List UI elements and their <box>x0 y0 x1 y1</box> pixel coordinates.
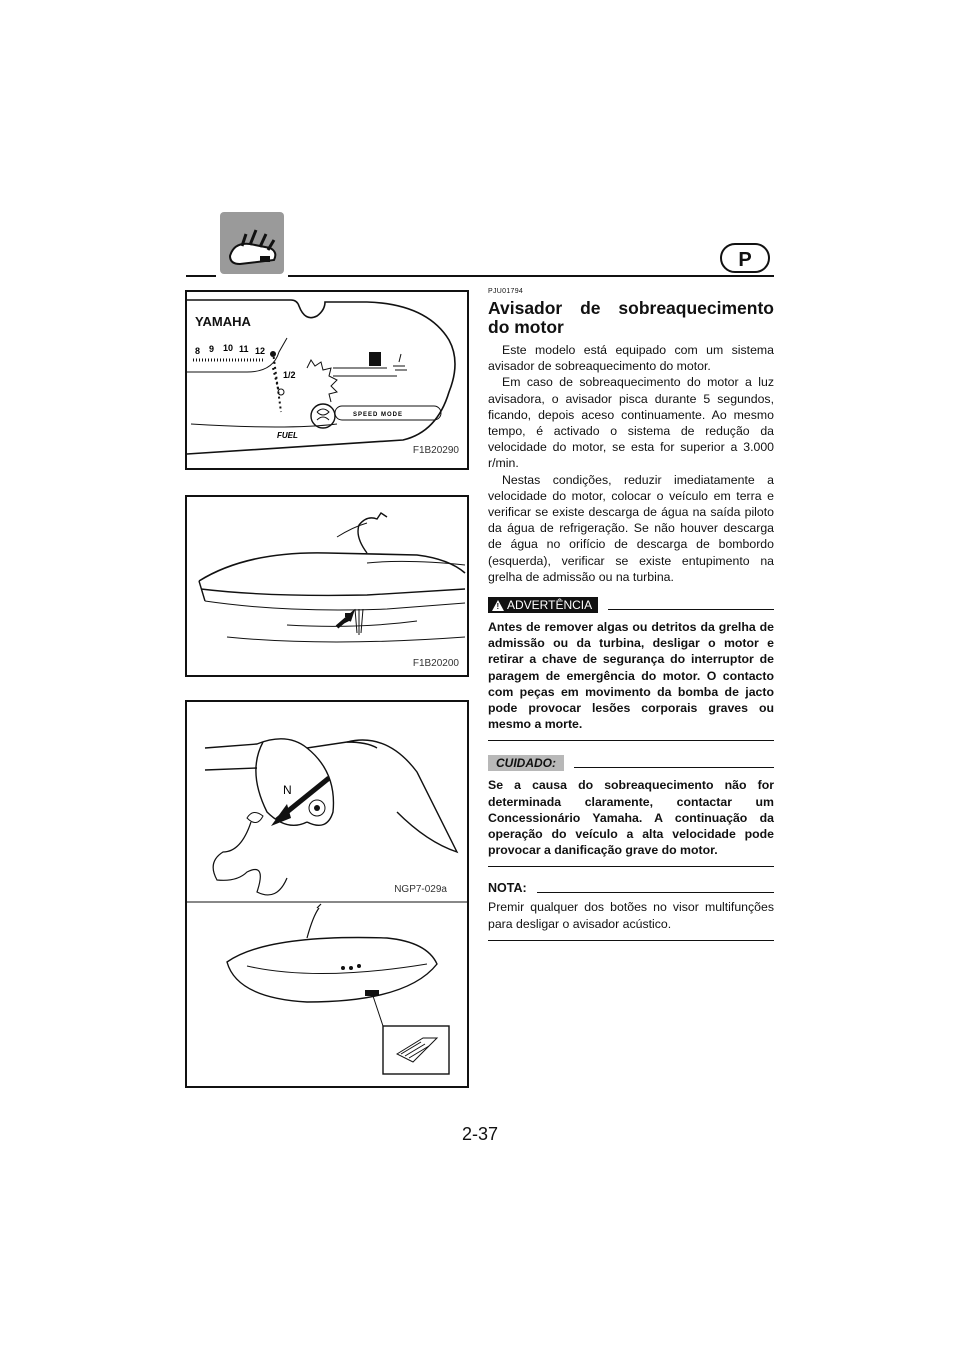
page-number: 2-37 <box>461 1124 499 1144</box>
switch-letter: N <box>283 783 292 797</box>
warning-header <box>488 597 774 613</box>
figure-code: F1B20200 <box>412 658 459 669</box>
fuel-label: FUEL <box>277 431 298 440</box>
header-rule <box>186 275 216 277</box>
warning-text: Antes de remover algas ou detritos da grelha de admissão ou da turbina, desligar o motor e retirar a chave de segurança do interruptor de paragem de emergência do motor. O contacto com peças em movimento da bomba de jacto pode provocar lesões corporais graves ou mesmo a morte. <box>488 620 774 732</box>
text-column <box>488 288 774 941</box>
language-tab: P <box>720 243 770 273</box>
rpm-tick: 12 <box>255 346 266 356</box>
caution-header <box>488 755 774 771</box>
speed-mode-label: SPEED MODE <box>353 412 404 418</box>
instrument-panel-figure <box>185 290 469 470</box>
rpm-tick: 9 <box>209 344 215 354</box>
rpm-tick: 10 <box>223 343 234 353</box>
caution-label: CUIDADO: <box>488 755 564 771</box>
note-text: Premir qualquer dos botões no visor multifunções para desligar o avisador acústico. <box>488 900 774 931</box>
warning-icon: ! <box>492 600 504 611</box>
body-paragraph: Este modelo está equipado com um sistema avisador de sobreaquecimento do motor. <box>488 343 774 374</box>
handlebar-and-hull-figure <box>185 700 469 1088</box>
rpm-tick: 8 <box>195 346 201 356</box>
body-paragraph: Nestas condições, reduzir imediatamente a velocidade do motor, colocar o veículo em terra e verificar se existe descarga de água na saída piloto da água de refrigeração. Se não houver descarga de água no orifício de descarga de bombordo (esquerda), verificar se existe entupimento na grelha de admissão ou na turbina. <box>488 472 774 584</box>
note-label: NOTA: <box>488 881 527 896</box>
header-rule <box>288 275 774 277</box>
body-paragraph: Em caso de sobreaquecimento do motor a luz avisadora, o avisador pisca durante 5 segundos, ficando, depois aceso continuamente. Ao mesmo tempo, é activado o sistema de redução da velocidade do motor, se esta for superior a 3.000 r/min. <box>488 375 774 471</box>
warning-badge <box>488 597 598 613</box>
brand-logo: YAMAHA <box>195 314 251 329</box>
document-code: PJU01794 <box>488 288 524 295</box>
rpm-tick: 11 <box>239 344 249 354</box>
note-header <box>488 881 774 895</box>
figure-code: F1B20290 <box>412 445 459 456</box>
figure-code: NGP7-029a <box>394 884 447 895</box>
caution-text: Se a causa do sobreaquecimento não for determinada claramente, contactar um Concessionário Yamaha. A continuação da operação do veículo a alta velocidade pode provocar a danificação grave do motor. <box>488 778 774 858</box>
section-heading: Avisador de sobreaquecimento do motor <box>488 298 774 337</box>
watercraft-side-figure <box>185 495 469 677</box>
watercraft-chapter-icon <box>220 212 284 274</box>
gauge-mark: 1/2 <box>283 370 296 380</box>
warning-label: ADVERTÊNCIA <box>507 598 593 613</box>
